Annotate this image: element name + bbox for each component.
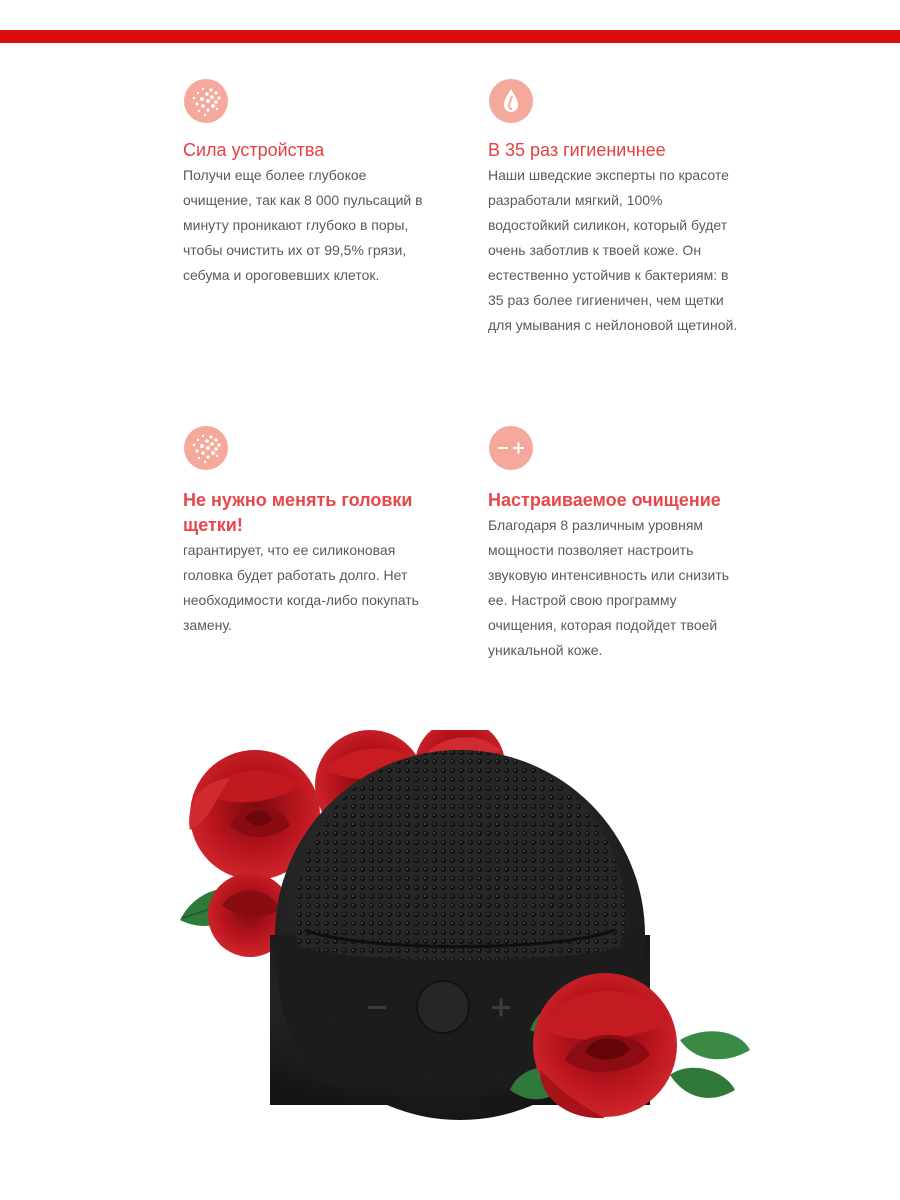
feature-title: В 35 раз гигиеничнее — [488, 140, 666, 160]
feature-text: Наши шведские эксперты по красоте разработали мягкий, 100% водостойкий силикон, который будет очень заботлив к твоей коже. Он естественно устойчив к бактериям: в 35 раз более гигиеничен, чем щетки для умывания с нейлоновой щетиной. — [488, 167, 738, 333]
sphere-icon — [183, 78, 229, 124]
top-red-bar — [0, 30, 900, 43]
feature-title: Не нужно менять головки щетки! — [183, 490, 413, 535]
feature-title: Сила устройства — [183, 140, 325, 160]
feature-device-power — [183, 78, 433, 288]
feature-text: Получи еще более глубокое очищение, так как 8 000 пульсаций в минуту проникают глубоко в поры, чтобы очистить их от 99,5% грязи, себума и ороговевших клеток. — [183, 167, 423, 283]
feature-text: Благодаря 8 различным уровням мощности позволяет настроить звуковую интенсивность или снизить ее. Настрой свою программу очищения, которая подойдет твоей уникальной коже. — [488, 517, 730, 658]
feature-text: гарантирует, что ее силиконовая головка будет работать долго. Нет необходимости когда-либо покупать замену. — [183, 542, 419, 633]
feature-title: Настраиваемое очищение — [488, 490, 721, 510]
feature-no-head-change — [183, 425, 433, 638]
minus-plus-icon — [488, 425, 534, 471]
drop-icon — [488, 78, 534, 124]
product-illustration — [160, 730, 760, 1150]
feature-hygiene — [488, 78, 738, 338]
sphere-icon — [183, 425, 229, 471]
feature-adjustable-cleaning — [488, 425, 738, 663]
device-power-button — [417, 981, 469, 1033]
device-minus-icon — [368, 1006, 386, 1009]
